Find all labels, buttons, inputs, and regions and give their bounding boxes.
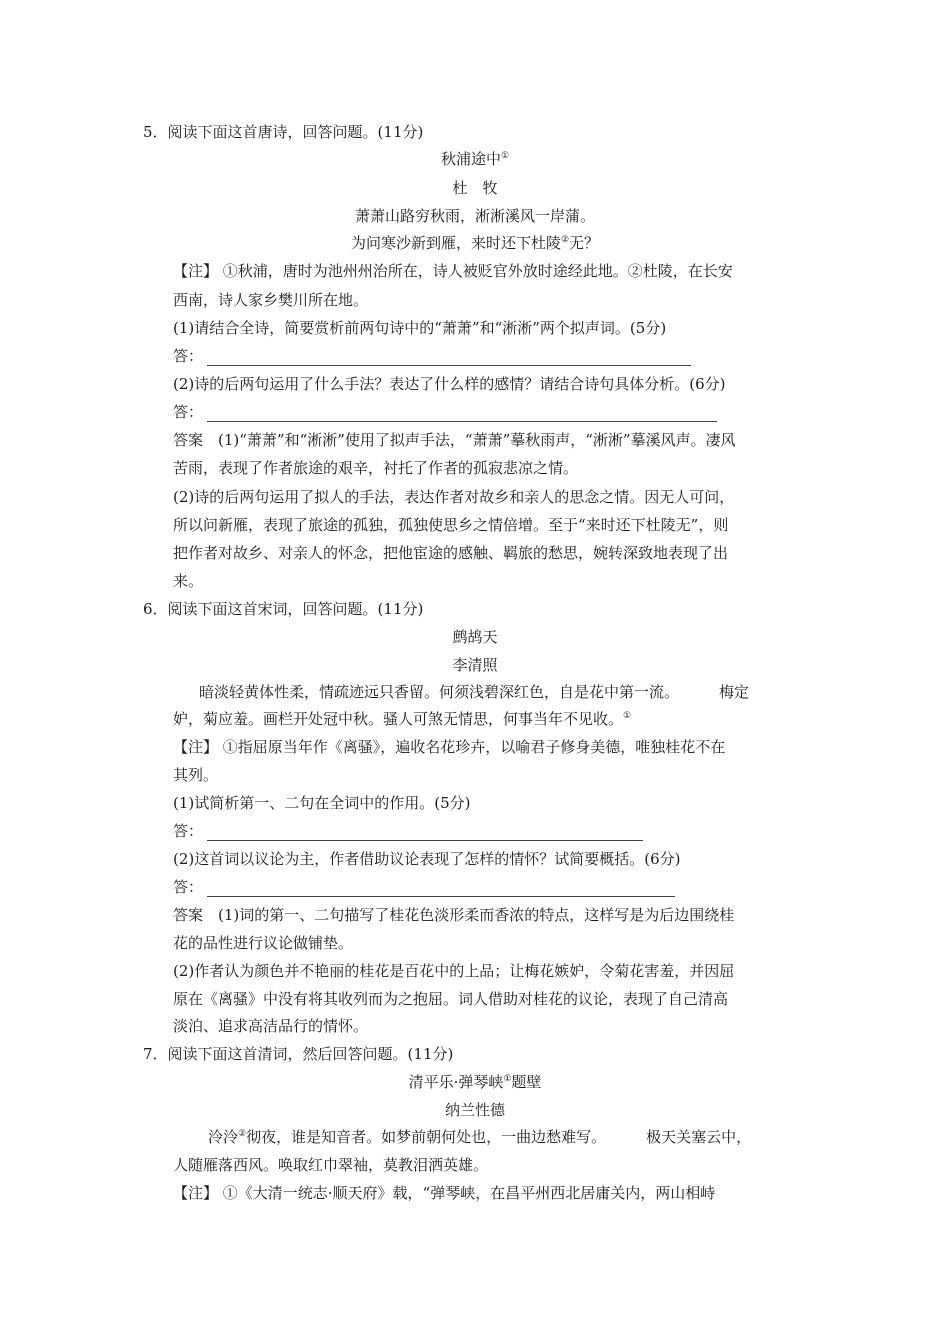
answer-text: 答案 (1)“萧萧”和“淅淅”使用了拟声手法，“萧萧”摹秋雨声，“淅淅”摹溪风声。凄风 [173, 431, 736, 449]
answer-text: 所以问新雁，表现了旅途的孤独，孤独使思乡之情倍增。至于“来时还下杜陵无”，则 [173, 516, 729, 534]
poem-author: 杜 牧 [452, 179, 498, 197]
footnote-mark: ② [560, 235, 570, 245]
answer-text: 花的品性进行议论做铺垫。 [173, 934, 354, 952]
answer-text: 答案 (1)词的第一、二句描写了桂花色淡形柔而香浓的特点，这样写是为后边围绕桂 [173, 906, 735, 924]
answer-text: (2)诗的后两句运用了拟人的手法，表达作者对故乡和亲人的思念之情。因无人可问， [173, 488, 735, 506]
question-7-header: 7．阅读下面这首清词，然后回答问题。(11分) [143, 1045, 454, 1063]
answer-text: (2)作者认为颜色并不艳丽的桂花是百花中的上品；让梅花嫉妒，令菊花害羞，并因屈 [173, 962, 735, 980]
footnote: 【注】 ①指屈原当年作《离骚》，遍收名花珍卉，以喻君子修身美德，唯独桂花不在 [173, 738, 726, 756]
poem-line: 妒，菊应羞。画栏开处冠中秋。骚人可煞无情思，何事当年不见收。① [173, 710, 632, 728]
poem-line: 人随雁落西风。唤取红巾翠袖，莫教泪洒英雄。 [173, 1156, 489, 1174]
poem-line: 泠泠②彻夜，谁是知音者。如梦前朝何处也，一曲边愁难写。 极天关塞云中， [208, 1128, 752, 1146]
poem-line: 暗淡轻黄体性柔，情疏迹远只香留。何须浅碧深红色，自是花中第一流。 梅定 [199, 683, 750, 701]
answer-blank-line[interactable]: 答： [173, 821, 813, 841]
poem-title: 秋浦途中① [440, 150, 510, 168]
sub-question: (2)这首词以议论为主，作者借助议论表现了怎样的情怀？试简要概括。(6分) [173, 850, 681, 868]
poem-title: 清平乐·弹琴峡①题壁 [408, 1073, 542, 1091]
footnote: 西南，诗人家乡樊川所在地。 [173, 291, 369, 309]
footnote: 其列。 [173, 766, 219, 784]
poem-title: 鹧鸪天 [452, 628, 498, 646]
answer-blank-line[interactable]: 答： [173, 402, 813, 422]
question-6-header: 6．阅读下面这首宋词，回答问题。(11分) [143, 600, 424, 618]
sub-question: (1)请结合全诗，简要赏析前两句诗中的“萧萧”和“淅淅”两个拟声词。(5分) [173, 319, 667, 337]
answer-text: 原在《离骚》中没有将其收列而为之抱屈。词人借助对桂花的议论，表现了自己清高 [173, 990, 729, 1008]
footnote: 【注】 ①秋浦，唐时为池州州治所在，诗人被贬官外放时途经此地。②杜陵，在长安 [173, 262, 733, 280]
sub-question: (1)试简析第一、二句在全词中的作用。(5分) [173, 794, 471, 812]
poem-author: 纳兰性德 [444, 1101, 505, 1119]
answer-text: 苦雨，表现了作者旅途的艰辛，衬托了作者的孤寂悲凉之情。 [173, 459, 579, 477]
footnote-mark: ② [238, 1129, 247, 1139]
footnote-mark: ① [500, 151, 510, 161]
footnote: 【注】 ①《大清一统志·顺天府》载，“弹琴峡，在昌平州西北居庸关内，两山相峙 [173, 1184, 716, 1202]
poem-line: 萧萧山路穷秋雨，淅淅溪风一岸蒲。 [354, 207, 595, 225]
answer-blank-line[interactable]: 答： [173, 346, 813, 366]
answer-text: 淡泊、追求高洁品行的情怀。 [173, 1017, 369, 1035]
question-5-header: 5．阅读下面这首唐诗，回答问题。(11分) [143, 123, 424, 141]
answer-blank-line[interactable]: 答： [173, 877, 813, 897]
answer-text: 把作者对故乡、对亲人的怀念，把他宦途的感触、羁旅的愁思，婉转深致地表现了出 [173, 544, 729, 562]
sub-question: (2)诗的后两句运用了什么手法？表达了什么样的感情？请结合诗句具体分析。(6分) [173, 375, 726, 393]
footnote-mark: ① [503, 1074, 512, 1084]
footnote-mark: ① [623, 711, 632, 721]
poem-author: 李清照 [452, 656, 498, 674]
answer-text: 来。 [173, 572, 204, 590]
poem-line: 为问寒沙新到雁，来时还下杜陵②无？ [350, 234, 600, 252]
